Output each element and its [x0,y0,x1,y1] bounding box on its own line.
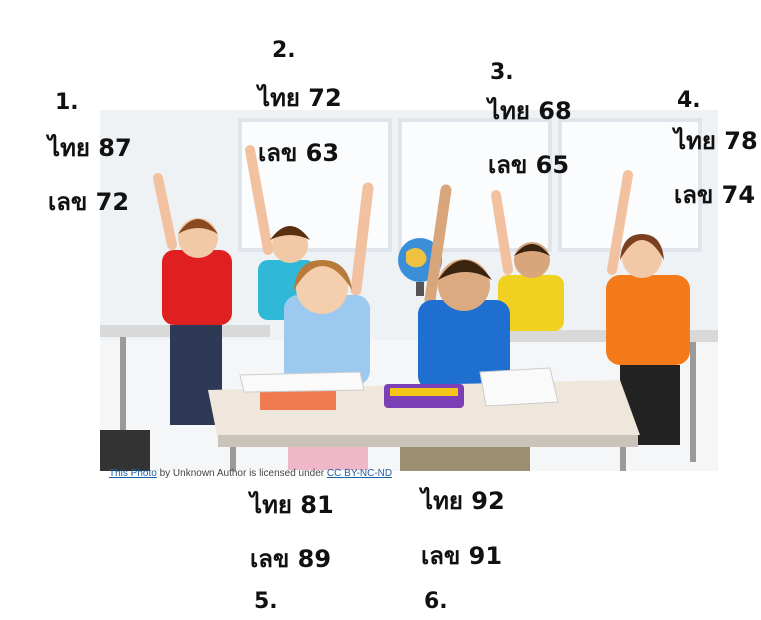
student-1-number: 1. [55,90,79,115]
license-link[interactable]: CC BY-NC-ND [326,468,393,479]
student-5-math-score: เลข 89 [250,545,332,573]
student-6-math-score: เลข 91 [421,542,503,570]
student-3-math-score: เลข 65 [488,151,570,179]
student-6-number: 6. [424,589,448,614]
student-3-thai-score: ไทย 68 [488,97,572,125]
attribution-text: by Unknown Author is licensed under [156,468,327,479]
student-1-thai-score: ไทย 87 [48,134,132,162]
student-6-thai-score: ไทย 92 [421,487,505,515]
student-2-math-score: เลข 63 [258,139,340,167]
photo-link[interactable]: This Photo [109,468,157,479]
student-3-number: 3. [490,60,514,85]
student-5-number: 5. [254,589,278,614]
student-5-thai-score: ไทย 81 [250,491,334,519]
classroom-photo [100,110,718,471]
student-2-thai-score: ไทย 72 [258,84,342,112]
student-2-number: 2. [272,38,296,63]
student-4-math-score: เลข 74 [674,181,756,209]
photo-attribution [109,468,392,479]
student-1-math-score: เลข 72 [48,188,130,216]
student-4-number: 4. [677,88,701,113]
student-4-thai-score: ไทย 78 [674,127,758,155]
